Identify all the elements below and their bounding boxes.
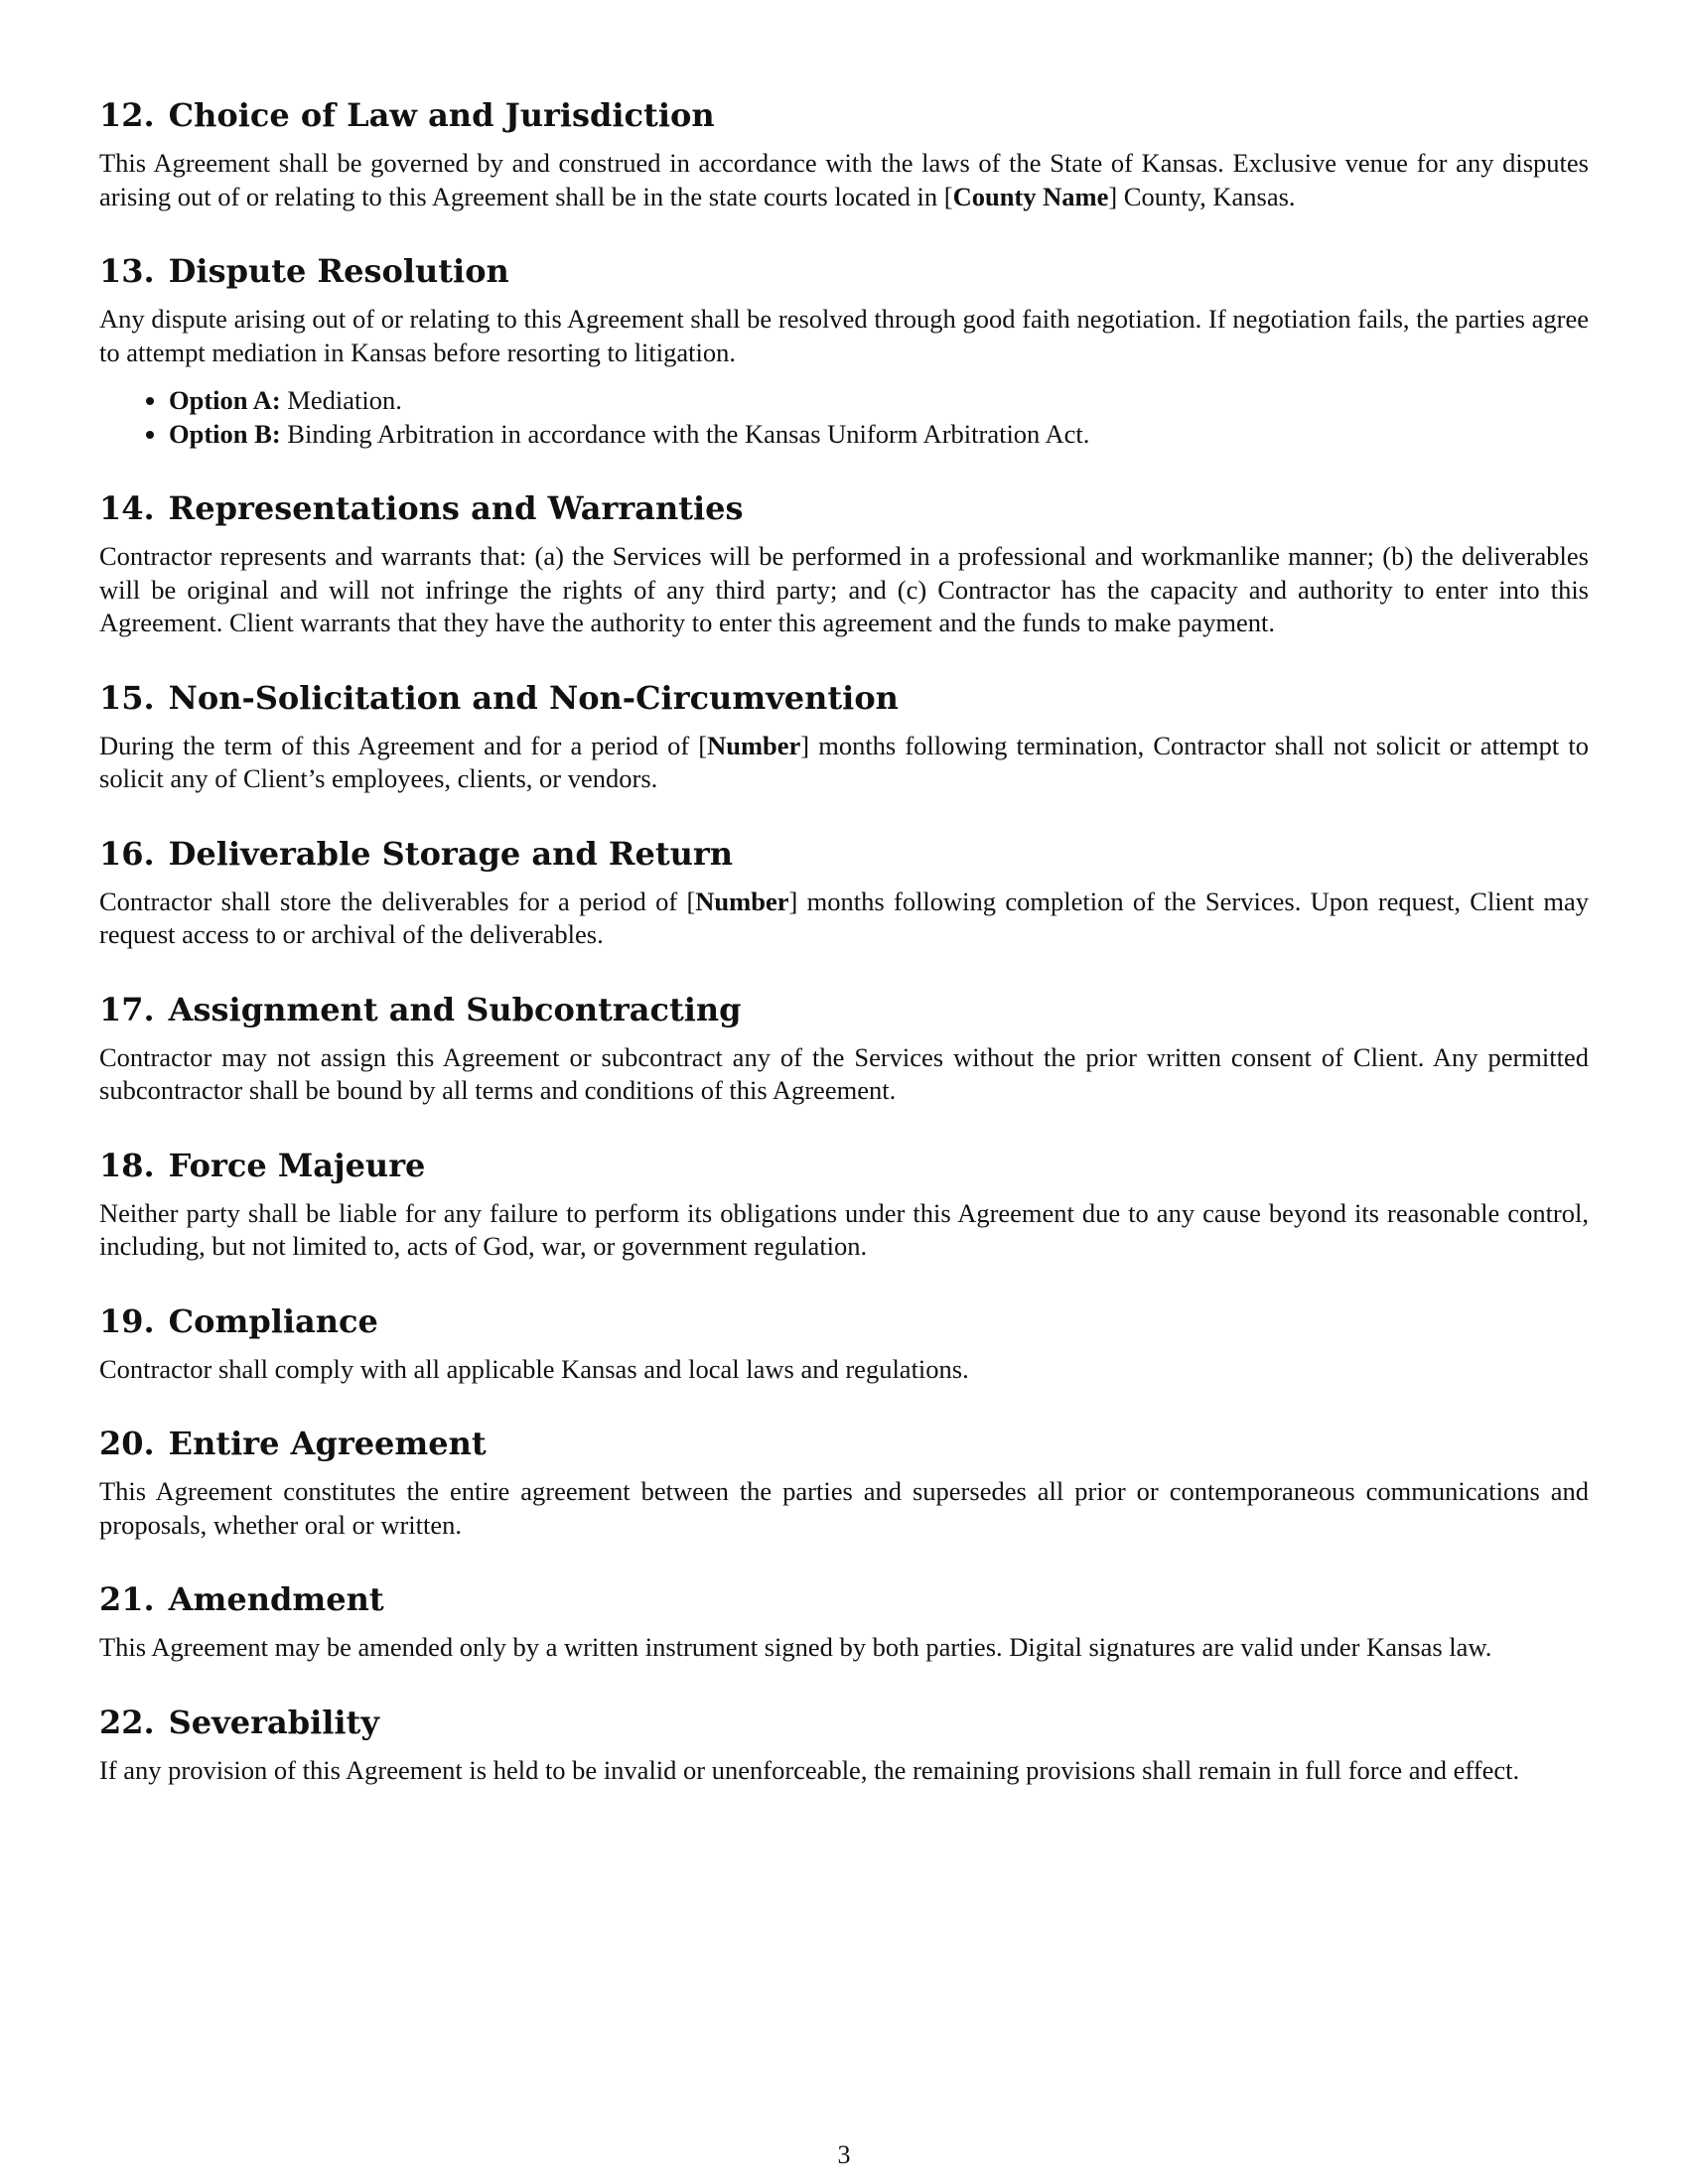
- section-number: 16.: [99, 834, 155, 873]
- section-heading: [99, 488, 1589, 528]
- options-list: [99, 383, 1589, 451]
- section-title: Severability: [168, 1703, 379, 1741]
- section-heading: [99, 1424, 1589, 1463]
- section-dispute-resolution: [99, 251, 1589, 451]
- document-page: [99, 95, 1589, 1825]
- body-text: ] months following completion of the Services. Upon request, Client may request access to or archival of the deliverables.: [99, 886, 1589, 949]
- section-title: Non-Solicitation and Non-Circumvention: [168, 678, 899, 717]
- placeholder-number: Number: [707, 730, 801, 760]
- option-label: Option A:: [169, 385, 281, 415]
- section-number: 14.: [99, 489, 155, 527]
- section-heading: [99, 834, 1589, 874]
- section-heading: [99, 678, 1589, 718]
- placeholder-number: Number: [695, 886, 789, 916]
- option-text: Binding Arbitration in accordance with the Kansas Uniform Arbitration Act.: [280, 419, 1090, 449]
- section-body: Contractor may not assign this Agreement or subcontract any of the Services without the prior written consent of Client. Any permitted subcontractor shall be bound by all terms and conditions of this Agreement.: [99, 1041, 1589, 1105]
- section-non-solicitation: [99, 678, 1589, 796]
- body-text: ] County, Kansas.: [1108, 181, 1296, 211]
- section-body: Any dispute arising out of or relating to this Agreement shall be resolved through good faith negotiation. If negotiation fails, the parties agree to attempt mediation in Kansas before resorting to litigation.: [99, 304, 1589, 367]
- section-title: Dispute Resolution: [168, 252, 509, 290]
- section-number: 18.: [99, 1146, 155, 1184]
- section-body: Contractor represents and warrants that: (a) the Services will be performed in a professional and workmanlike manner; (b) the deliverables will be original and will not infringe the rights of any third party; and (c) Contractor has the capacity and authority to enter into this Agreement. Client warrants that they have the authority to enter this agreement and the funds to make payment.: [99, 541, 1589, 637]
- section-body: This Agreement constitutes the entire agreement between the parties and supersedes all prior or contemporaneous communications and proposals, whether oral or written.: [99, 1476, 1589, 1540]
- page-number: 3: [837, 2140, 851, 2169]
- section-compliance: [99, 1301, 1589, 1387]
- body-text: ] months following termination, Contractor shall not solicit or attempt to solicit any of Client’s employees, clients, or vendors.: [99, 730, 1589, 793]
- section-title: Entire Agreement: [168, 1425, 487, 1462]
- body-text: During the term of this Agreement and for a period of [: [99, 730, 708, 760]
- section-body: If any provision of this Agreement is held to be invalid or unenforceable, the remaining provisions shall remain in full force and effect.: [99, 1754, 1520, 1785]
- section-entire-agreement: [99, 1424, 1589, 1542]
- placeholder-county-name: County Name: [952, 181, 1109, 211]
- section-title: Choice of Law and Jurisdiction: [168, 96, 715, 134]
- section-number: 15.: [99, 678, 155, 717]
- option-text: Mediation.: [280, 385, 402, 415]
- section-number: 19.: [99, 1301, 155, 1340]
- section-body: Contractor shall comply with all applicable Kansas and local laws and regulations.: [99, 1353, 969, 1384]
- section-title: Compliance: [168, 1301, 378, 1340]
- body-text: Contractor shall store the deliverables for a period of [: [99, 886, 696, 916]
- section-number: 17.: [99, 990, 155, 1028]
- section-body: This Agreement may be amended only by a written instrument signed by both parties. Digital signatures are valid under Kansas law.: [99, 1632, 1492, 1662]
- section-number: 22.: [99, 1703, 155, 1741]
- section-heading: [99, 1301, 1589, 1341]
- section-number: 21.: [99, 1580, 155, 1618]
- section-body: Neither party shall be liable for any failure to perform its obligations under this Agreement due to any cause beyond its reasonable control, including, but not limited to, acts of God, war, or government regulation.: [99, 1197, 1589, 1261]
- section-choice-of-law: [99, 95, 1589, 213]
- section-assignment-subcontracting: [99, 990, 1589, 1108]
- body-text: This Agreement shall be governed by and construed in accordance with the laws of the State of Kansas. Exclusive venue for any disputes arising out of or relating to this Agreement shall be in the state courts located in [: [99, 148, 1589, 211]
- section-body: [99, 730, 1589, 796]
- section-heading: [99, 990, 1589, 1029]
- section-heading: [99, 1146, 1589, 1185]
- section-title: Assignment and Subcontracting: [168, 990, 742, 1028]
- section-heading: [99, 1579, 1589, 1619]
- section-number: 12.: [99, 96, 155, 134]
- section-heading: [99, 95, 1589, 135]
- section-body: [99, 147, 1589, 213]
- section-amendment: [99, 1579, 1589, 1665]
- section-severability: [99, 1703, 1589, 1788]
- list-item: [169, 383, 1589, 417]
- section-title: Deliverable Storage and Return: [168, 834, 734, 873]
- section-title: Amendment: [168, 1580, 384, 1618]
- section-heading: [99, 251, 1589, 291]
- section-body: [99, 886, 1589, 952]
- option-label: Option B:: [169, 419, 281, 449]
- section-number: 20.: [99, 1425, 155, 1462]
- section-force-majeure: [99, 1146, 1589, 1264]
- section-representations-warranties: [99, 488, 1589, 640]
- section-heading: [99, 1703, 1589, 1742]
- section-title: Representations and Warranties: [168, 489, 744, 527]
- list-item: [169, 417, 1589, 451]
- section-deliverable-storage: [99, 834, 1589, 952]
- section-title: Force Majeure: [168, 1146, 426, 1184]
- section-number: 13.: [99, 252, 155, 290]
